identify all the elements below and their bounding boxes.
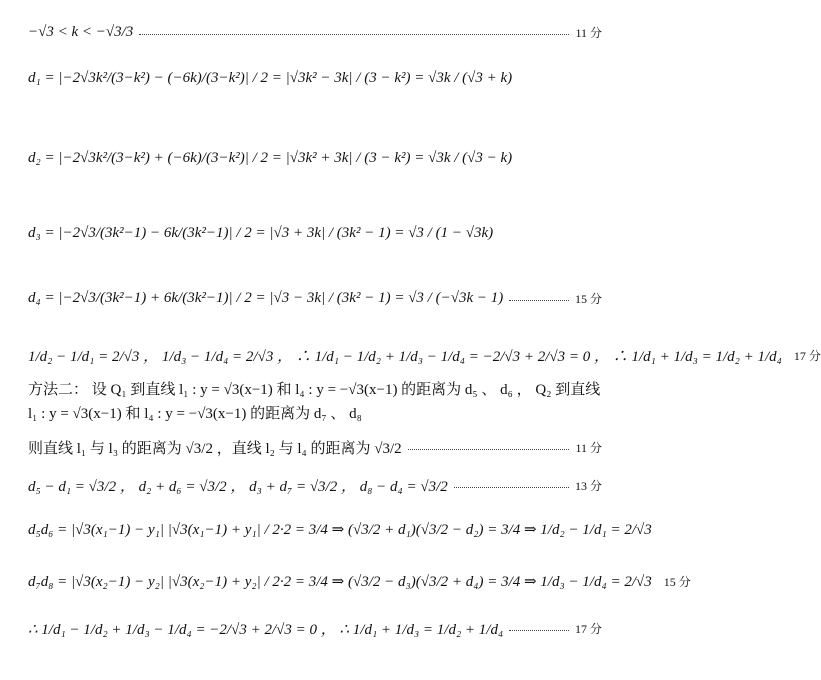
expression: −√3 < k < −√3/3 [28,24,134,40]
line-d5-relations [28,475,602,496]
score: 11 分 [575,441,602,455]
expression: d₁ = |−2√3k²/(3−k²) − (−6k)/(3−k²)| / 2 = |√3k² − 3k| / (3 − k²) = √3k / (√3 + k) [28,70,513,86]
expression: d₃ = |−2√3/(3k²−1) − 6k/(3k²−1)| / 2 = |√3 + 3k| / (3k² − 1) = √3 / (1 − √3k) [28,225,494,241]
expression: d₄ = |−2√3/(3k²−1) + 6k/(3k²−1)| / 2 = |√3 − 3k| / (3k² − 1) = √3 / (−√3k − 1) [28,290,504,306]
score: 15 分 [663,575,691,589]
line-d7d8 [28,572,691,591]
score: 15 分 [574,292,602,306]
line-distance [28,437,602,458]
line-final [28,618,602,639]
dot-leader [454,487,569,488]
line-d3 [28,225,602,242]
line-1 [28,24,602,41]
line-d1 [28,70,602,87]
line-sum-1 [28,345,821,366]
score: 13 分 [574,479,602,493]
score: 11 分 [575,26,602,40]
dot-leader [509,630,569,631]
expression: d₅ − d₁ = √3/2 ， d₂ + d₆ = √3/2 ， d₃ + d₇ = √3/2 ， d₈ − d₄ = √3/2 [28,479,448,495]
line-method-2b [28,402,602,423]
expression: 方法二： 设 Q₁ 到直线 l₁ : y = √3(x−1) 和 l₄ : y = −√3(x−1) 的距离为 d₅ 、 d₆ ， Q₂ 到直线 [28,382,601,398]
expression: d₂ = |−2√3k²/(3−k²) + (−6k)/(3−k²)| / 2 = |√3k² + 3k| / (3 − k²) = √3k / (√3 − k) [28,150,513,166]
expression: ∴ 1/d₁ − 1/d₂ + 1/d₃ − 1/d₄ = −2/√3 + 2/√3 = 0 ， ∴ 1/d₁ + 1/d₃ = 1/d₂ + 1/d₄ [28,622,504,638]
score: 17 分 [574,622,602,636]
expression: 则直线 l₁ 与 l₃ 的距离为 √3/2 ，直线 l₂ 与 l₄ 的距离为 √3/2 [28,441,402,457]
line-d5d6 [28,520,652,539]
dot-leader [509,300,569,301]
dot-leader [408,449,570,450]
expression: d₅d₆ = |√3(x₁−1) − y₁| |√3(x₁−1) + y₁| / 2·2 = 3/4 ⇒ (√3/2 + d₁)(√3/2 − d₂) = 3/4 ⇒ 1/d₂ − 1/d₁ = 2/√3 [28,522,652,538]
line-d2 [28,150,602,167]
expression: l₁ : y = √3(x−1) 和 l₄ : y = −√3(x−1) 的距离为 d₇ 、 d₈ [28,406,362,422]
expression: 1/d₂ − 1/d₁ = 2/√3 ， 1/d₃ − 1/d₄ = 2/√3 ， ∴ 1/d₁ − 1/d₂ + 1/d₃ − 1/d₄ = −2/√3 + 2/√3 = 0 ， ∴ 1/d₁ + 1/d₃ = 1/d₂ + 1/d₄ [28,349,782,365]
expression: d₇d₈ = |√3(x₂−1) − y₂| |√3(x₂−1) + y₂| / 2·2 = 3/4 ⇒ (√3/2 − d₃)(√3/2 + d₄) = 3/4 ⇒ 1/d₃ − 1/d₄ = 2/√3 [28,574,652,590]
dot-leader [139,34,569,35]
line-method-2 [28,378,602,399]
score: 17 分 [793,349,821,363]
line-d4 [28,290,602,307]
